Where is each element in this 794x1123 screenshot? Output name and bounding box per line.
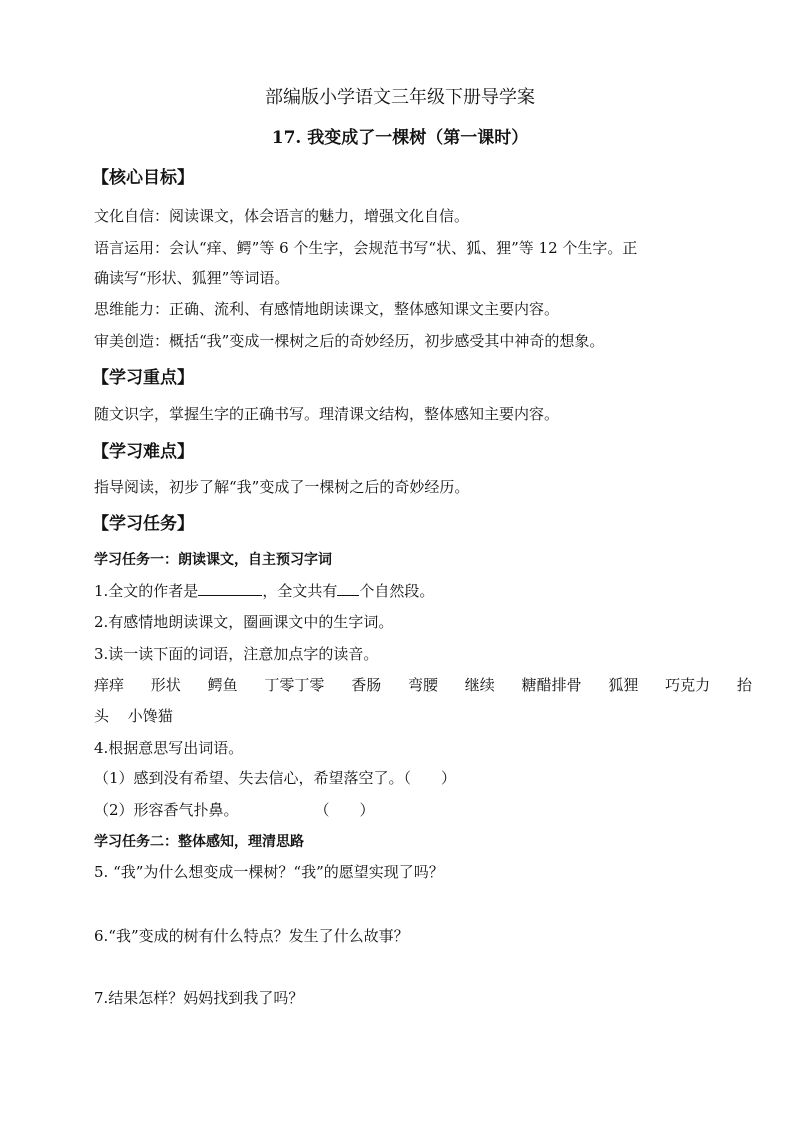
- vocab-word: 痒痒: [94, 676, 125, 694]
- lesson-subtitle: 17. 我变成了一棵树（第一课时）: [271, 128, 529, 148]
- goal-item: 文化自信：阅读课文，体会语言的魅力，增强文化自信。: [94, 207, 470, 225]
- goals-heading: 【核心目标】: [92, 168, 194, 188]
- goal-item: 确读写“形状、狐狸”等词语。: [94, 269, 290, 287]
- doc-title: 部编版小学语文三年级下册导学案: [265, 87, 535, 108]
- q4-2-answer-paren[interactable]: （ ）: [314, 801, 375, 819]
- difficulty-heading: 【学习难点】: [92, 442, 194, 462]
- question-4-2: [94, 800, 375, 820]
- question-6: 6.“我”变成的树有什么特点？发生了什么故事？: [94, 927, 409, 945]
- vocab-word: 糖醋排骨: [521, 676, 582, 694]
- vocab-word: 小馋猫: [127, 707, 173, 725]
- vocab-word: 形状: [150, 676, 181, 694]
- goal-item: 审美创造：概括“我”变成一棵树之后的奇妙经历，初步感受其中神奇的想象。: [94, 332, 605, 350]
- task2-title: 学习任务二：整体感知，理清思路: [94, 834, 304, 850]
- goal-item: 思维能力：正确、流利、有感情地朗读课文，整体感知课文主要内容。: [94, 300, 560, 318]
- tasks-heading: 【学习任务】: [92, 514, 194, 534]
- q1-text-c: 个自然段。: [359, 582, 435, 600]
- vocab-word: 香肠: [351, 676, 382, 694]
- focus-heading: 【学习重点】: [92, 368, 194, 388]
- author-blank[interactable]: [198, 580, 262, 596]
- question-2: 2.有感情地朗读课文，圈画课文中的生字词。: [94, 613, 394, 631]
- vocab-word: 继续: [464, 676, 495, 694]
- question-5: 5. “我”为什么想变成一棵树？“我”的愿望实现了吗？: [94, 863, 444, 881]
- question-4: 4.根据意思写出词语。: [94, 739, 244, 757]
- question-3: 3.读一读下面的词语，注意加点字的读音。: [94, 645, 379, 663]
- vocab-word: 丁零丁零: [264, 676, 325, 694]
- paragraph-count-blank[interactable]: [337, 580, 359, 596]
- vocab-word: 头: [94, 707, 110, 725]
- vocab-list-continued: [94, 706, 195, 726]
- vocab-word: 弯腰: [407, 676, 438, 694]
- q4-2-text: （2）形容香气扑鼻。: [94, 801, 239, 819]
- question-4-1: （1）感到没有希望、失去信心，希望落空了。（ ）: [94, 769, 457, 787]
- vocab-word: 抬: [736, 676, 752, 694]
- question-1: [94, 580, 434, 601]
- goal-item: 语言运用：会认“痒、鳄”等 6 个生字，会规范书写“状、狐、狸”等 12 个生字。正: [94, 239, 638, 257]
- focus-text: 随文识字，掌握生字的正确书写。理清课文结构，整体感知主要内容。: [94, 405, 560, 423]
- task1-title: 学习任务一：朗读课文，自主预习字词: [94, 552, 332, 568]
- difficulty-text: 指导阅读，初步了解“我”变成了一棵树之后的奇妙经历。: [94, 478, 470, 496]
- vocab-list: [94, 675, 752, 695]
- vocab-word: 巧克力: [665, 676, 711, 694]
- q1-text-a: 1.全文的作者是: [94, 582, 199, 600]
- question-7: 7.结果怎样？妈妈找到我了吗？: [94, 989, 304, 1007]
- q1-text-b: ，全文共有: [262, 582, 338, 600]
- vocab-word: 狐狸: [608, 676, 639, 694]
- vocab-word: 鳄鱼: [207, 676, 238, 694]
